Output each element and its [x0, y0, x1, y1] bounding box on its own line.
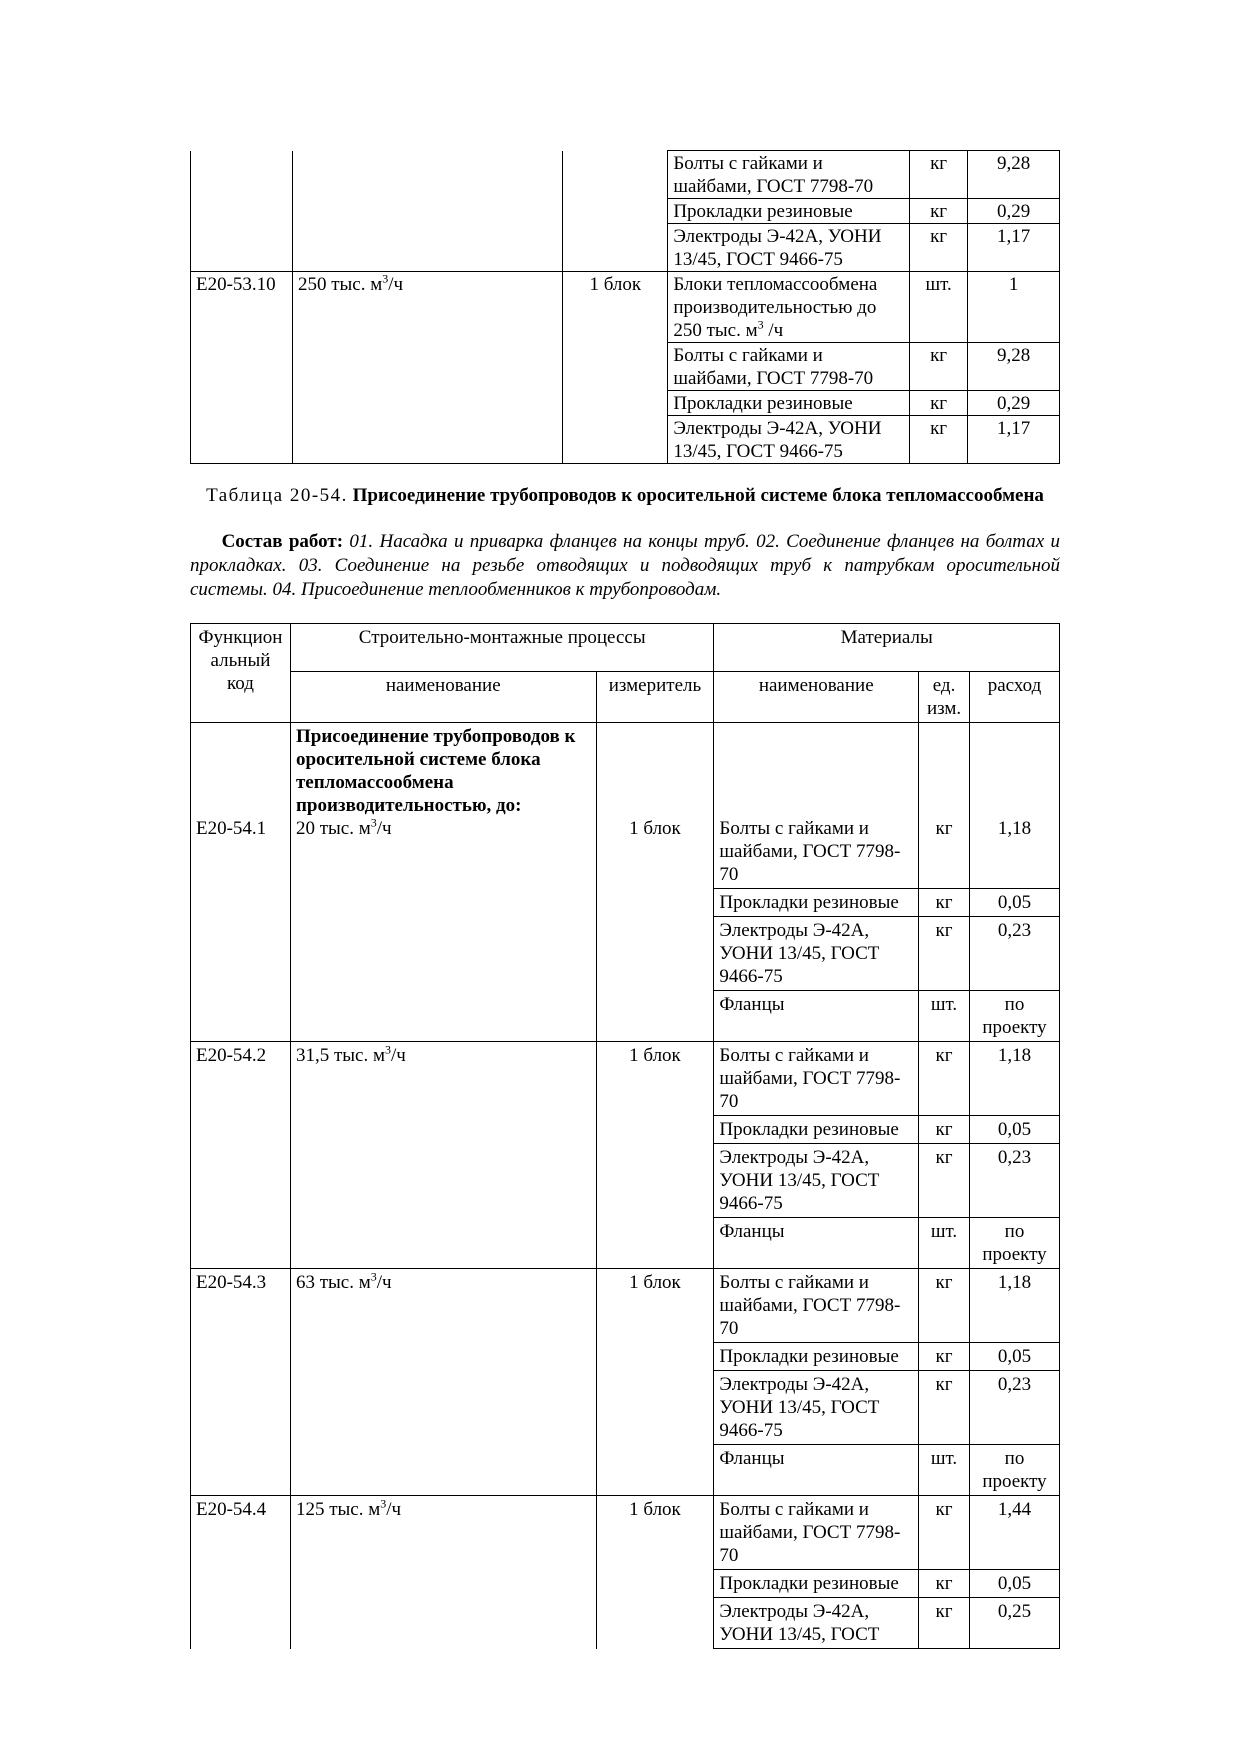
amount: 0,05	[970, 1343, 1060, 1371]
amount: 1,18	[970, 723, 1060, 889]
material-name: Электроды Э-42А, УОНИ 13/45, ГОСТ	[714, 1598, 919, 1649]
work-composition	[190, 530, 1060, 602]
amount: 1,17	[968, 416, 1060, 464]
amount: 0,23	[970, 1371, 1060, 1445]
header-row	[191, 624, 1060, 672]
composition-text: 01. Насадка и приварка фланцев на концы труб. 02. Соединение фланцев на болтах и прокладках. 03. Соединение на резьбе отводящих и подводящих труб к патрубкам оросительной системы. 04. Присоединение теплообменников к трубопроводам.	[190, 531, 1061, 600]
material-name: Электроды Э-42А, УОНИ 13/45, ГОСТ 9466-75	[714, 1371, 919, 1445]
process-name: 63 тыс. $м^3/ч$	[290, 1269, 596, 1496]
unit: кг	[919, 723, 970, 889]
unit: кг	[910, 391, 968, 416]
header-material-name: наименование	[714, 672, 919, 723]
amount: 0,29	[968, 391, 1060, 416]
material-name: Болты с гайками и шайбами, ГОСТ 7798-70	[714, 1042, 919, 1116]
material-name: Фланцы	[714, 1218, 919, 1269]
header-unit: ед. изм.	[919, 672, 970, 723]
function-code: Е20-54.1	[191, 723, 291, 1042]
unit: кг	[919, 1371, 970, 1445]
material-name: Прокладки резиновые	[668, 199, 910, 224]
amount: 1	[968, 272, 1060, 343]
header-name: наименование	[290, 672, 596, 723]
group-title: Присоединение трубопроводов к оросительной системе блока тепломассообмена производительностью, до:	[295, 726, 576, 816]
material-name: Прокладки резиновые	[714, 1343, 919, 1371]
measure: 1 блок	[596, 1496, 714, 1649]
table-number: Таблица 20-54.	[206, 485, 348, 506]
header-measure: измеритель	[596, 672, 714, 723]
amount: 0,25	[970, 1598, 1060, 1649]
material-name: Электроды Э-42А, УОНИ 13/45, ГОСТ 9466-75	[714, 1144, 919, 1218]
table-row	[191, 723, 1060, 889]
unit: шт.	[919, 1445, 970, 1496]
material-name: Болты с гайками и шайбами, ГОСТ 7798-70	[714, 1496, 919, 1570]
table-row	[191, 1042, 1060, 1116]
amount: 0,23	[970, 917, 1060, 991]
unit: кг	[919, 1269, 970, 1343]
function-code: Е20-54.2	[191, 1042, 291, 1269]
amount: 0,05	[970, 889, 1060, 917]
unit: кг	[919, 1343, 970, 1371]
unit: кг	[919, 1496, 970, 1570]
material-name: Электроды Э-42А, УОНИ 13/45, ГОСТ 9466-75	[668, 224, 910, 272]
material-name: Болты с гайками и шайбами, ГОСТ 7798-70	[714, 723, 919, 889]
header-amount: расход	[970, 672, 1060, 723]
process-name: 250 тыс. $м^3/ч$	[292, 272, 562, 464]
table-row	[191, 1496, 1060, 1570]
amount: 0,29	[968, 199, 1060, 224]
material-name: Болты с гайками и шайбами, ГОСТ 7798-70	[714, 1269, 919, 1343]
composition-label: Состав работ:	[221, 531, 344, 552]
function-code: Е20-54.4	[191, 1496, 291, 1649]
unit: кг	[919, 1042, 970, 1116]
material-name: Фланцы	[714, 991, 919, 1042]
function-code: Е20-54.3	[191, 1269, 291, 1496]
unit: кг	[910, 199, 968, 224]
measure: 1 блок	[596, 723, 714, 1042]
table-title: Присоединение трубопроводов к оросительной системе блока тепломассообмена	[352, 485, 1044, 506]
process-name: Присоединение трубопроводов к оросительной системе блока тепломассообмена производительностью, до: 20 тыс. $м^3/ч$	[290, 723, 596, 1042]
header-code: Функцион альный код	[191, 624, 291, 723]
amount: 1,17	[968, 224, 1060, 272]
material-name: Электроды Э-42А, УОНИ 13/45, ГОСТ 9466-75	[668, 416, 910, 464]
amount: 0,05	[970, 1116, 1060, 1144]
unit: кг	[910, 416, 968, 464]
amount: 9,28	[968, 151, 1060, 199]
unit: кг	[910, 224, 968, 272]
material-name: Болты с гайками и шайбами, ГОСТ 7798-70	[668, 343, 910, 391]
header-row	[191, 672, 1060, 723]
amount: 0,05	[970, 1570, 1060, 1598]
amount: по проекту	[970, 1445, 1060, 1496]
unit: шт.	[910, 272, 968, 343]
table-row	[191, 1269, 1060, 1343]
unit: кг	[919, 917, 970, 991]
unit: шт.	[919, 991, 970, 1042]
header-materials: Материалы	[714, 624, 1060, 672]
unit: кг	[919, 1116, 970, 1144]
material-name: Блоки тепломассообмена производительностью до 250 тыс. $м^3$ /ч	[668, 272, 910, 343]
table-row	[191, 151, 1060, 199]
continuation-table	[190, 150, 1060, 464]
measure: 1 блок	[596, 1042, 714, 1269]
unit: кг	[910, 151, 968, 199]
amount: по проекту	[970, 1218, 1060, 1269]
unit: шт.	[919, 1218, 970, 1269]
unit: кг	[919, 889, 970, 917]
function-code: Е20-53.10	[191, 272, 293, 464]
amount: 1,44	[970, 1496, 1060, 1570]
material-name: Прокладки резиновые	[668, 391, 910, 416]
unit: кг	[910, 343, 968, 391]
process-name: 31,5 тыс. $м^3/ч$	[290, 1042, 596, 1269]
unit: кг	[919, 1570, 970, 1598]
resources-table	[190, 623, 1060, 1649]
header-processes: Строительно-монтажные процессы	[290, 624, 713, 672]
material-name: Фланцы	[714, 1445, 919, 1496]
amount: 1,18	[970, 1269, 1060, 1343]
table-row	[191, 272, 1060, 343]
amount: 9,28	[968, 343, 1060, 391]
unit: кг	[919, 1598, 970, 1649]
material-name: Электроды Э-42А, УОНИ 13/45, ГОСТ 9466-75	[714, 917, 919, 991]
material-name: Болты с гайками и шайбами, ГОСТ 7798-70	[668, 151, 910, 199]
measure: 1 блок	[563, 272, 668, 464]
material-name: Прокладки резиновые	[714, 889, 919, 917]
material-name: Прокладки резиновые	[714, 1570, 919, 1598]
amount: 1,18	[970, 1042, 1060, 1116]
amount: по проекту	[970, 991, 1060, 1042]
table-heading	[190, 484, 1060, 507]
unit: кг	[919, 1144, 970, 1218]
material-name: Прокладки резиновые	[714, 1116, 919, 1144]
amount: 0,23	[970, 1144, 1060, 1218]
measure: 1 блок	[596, 1269, 714, 1496]
process-name: 125 тыс. $м^3/ч$	[290, 1496, 596, 1649]
